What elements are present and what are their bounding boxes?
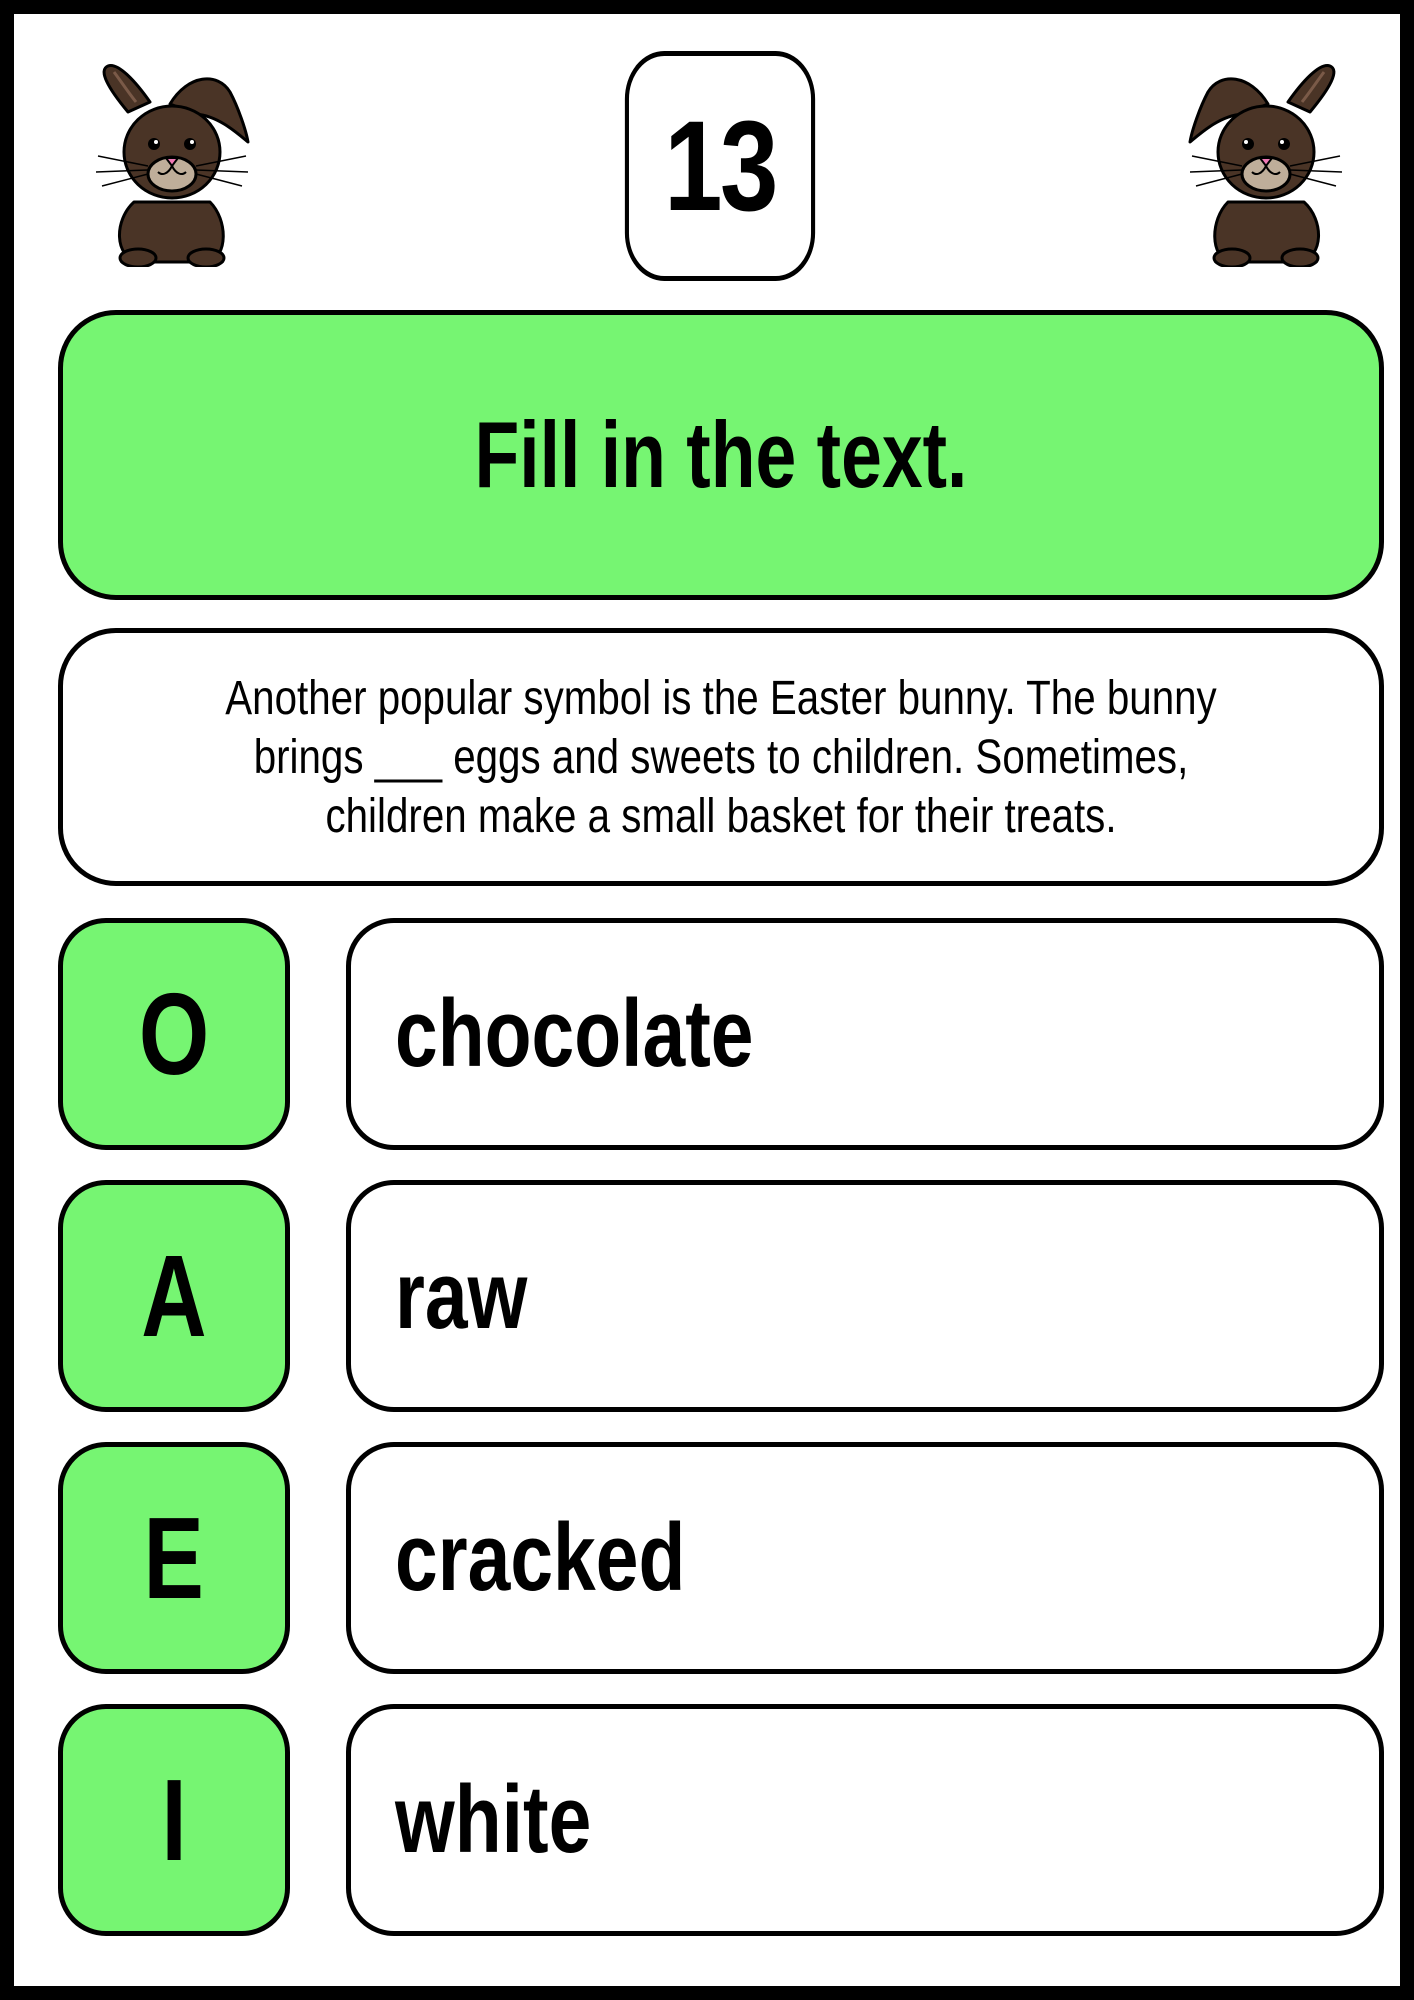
option-answer-text: chocolate — [395, 980, 754, 1087]
bunny-icon — [78, 52, 258, 267]
option-answer-raw[interactable] — [346, 1180, 1384, 1412]
question-number-badge — [625, 51, 815, 281]
passage-box — [58, 628, 1384, 886]
instruction-banner — [58, 310, 1384, 600]
option-answer-text: cracked — [395, 1504, 686, 1611]
option-letter-e[interactable] — [58, 1442, 290, 1674]
option-letter-a[interactable] — [58, 1180, 290, 1412]
option-answer-text: white — [395, 1766, 592, 1873]
option-answer-cracked[interactable] — [346, 1442, 1384, 1674]
bunny-icon — [1180, 52, 1360, 267]
option-letter: I — [161, 1755, 187, 1885]
option-letter: E — [143, 1493, 205, 1623]
option-letter-o[interactable] — [58, 918, 290, 1150]
instruction-text: Fill in the text. — [474, 402, 968, 507]
question-number: 13 — [664, 94, 776, 238]
option-answer-white[interactable] — [346, 1704, 1384, 1936]
option-letter: O — [138, 969, 210, 1099]
option-answer-chocolate[interactable] — [346, 918, 1384, 1150]
option-letter-i[interactable] — [58, 1704, 290, 1936]
option-letter: A — [141, 1231, 207, 1361]
option-answer-text: raw — [395, 1242, 528, 1349]
passage-text: Another popular symbol is the Easter bunny. The bunny brings ___ eggs and sweets to children. Sometimes, children make a small basket for their treats. — [225, 671, 1217, 843]
